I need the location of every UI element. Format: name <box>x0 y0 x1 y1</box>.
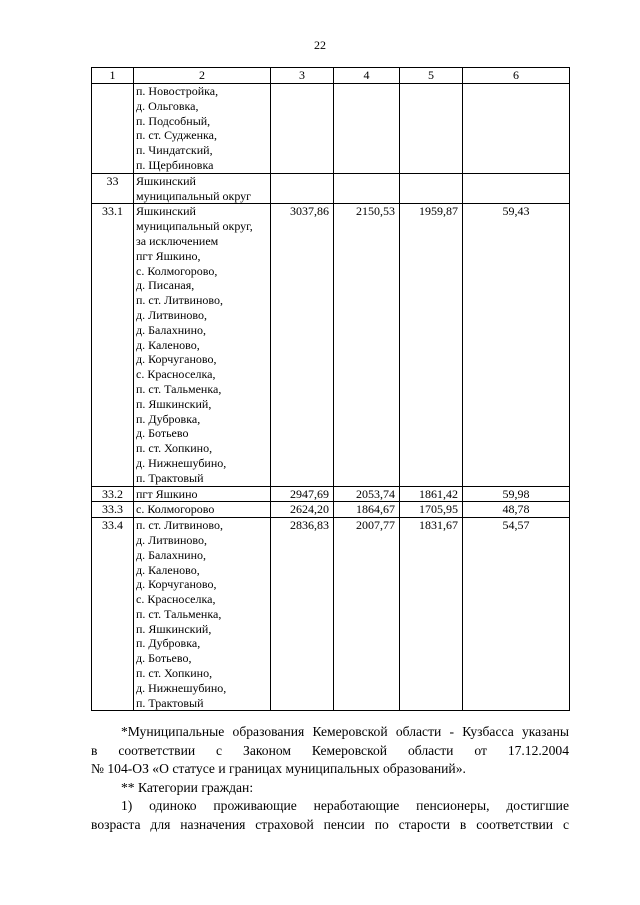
row-number: 33.4 <box>92 518 134 711</box>
table-row <box>92 518 570 711</box>
locality-name: п. Дубровка, <box>136 411 201 426</box>
locality-name: п. Трактовый <box>136 695 204 710</box>
value-col5: 1861,42 <box>400 486 463 502</box>
locality-name: п. Дубровка, <box>136 636 201 651</box>
locality-cell <box>134 84 271 174</box>
locality-name: д. Каленово, <box>136 562 200 577</box>
locality-name: д. Писаная, <box>136 278 195 293</box>
value-col3: 3037,86 <box>271 204 334 486</box>
locality-name: д. Корчуганово, <box>136 352 217 367</box>
locality-name: д. Литвиново, <box>136 532 208 547</box>
value-col6: 59,98 <box>463 486 570 502</box>
value-col6: 48,78 <box>463 502 570 518</box>
category-item-1-line2: возраста для назначения страховой пенсии по старости в соответствии с <box>91 816 569 832</box>
locality-cell <box>134 486 271 502</box>
footnote-municipal-line2: в соответствии с Законом Кемеровской области от 17.12.2004 <box>91 742 569 758</box>
value-col6: 54,57 <box>463 518 570 711</box>
header-cell: 5 <box>400 68 463 84</box>
value-col3 <box>271 84 334 174</box>
locality-name: д. Литвиново, <box>136 307 208 322</box>
table-row <box>92 204 570 486</box>
locality-name: д. Ботьево <box>136 426 189 441</box>
table-row <box>92 502 570 518</box>
locality-name: пгт Яшкино, <box>136 248 201 263</box>
locality-name: д. Балахнино, <box>136 322 207 337</box>
locality-name: п. ст. Судженка, <box>136 128 217 143</box>
locality-name: д. Нижнешубино, <box>136 680 227 695</box>
value-col6 <box>463 173 570 204</box>
data-table <box>91 67 570 711</box>
locality-name: с. Колмогорово <box>136 502 215 517</box>
locality-name: за исключением <box>136 233 219 248</box>
header-cell: 3 <box>271 68 334 84</box>
locality-name: д. Ботьево, <box>136 651 192 666</box>
locality-name: п. Новостройка, <box>136 84 219 98</box>
value-col3: 2836,83 <box>271 518 334 711</box>
value-col3 <box>271 173 334 204</box>
footnote-municipal-line3: № 104-ОЗ «О статусе и границах муниципальных образований». <box>91 761 466 777</box>
table-row <box>92 84 570 174</box>
row-number: 33 <box>92 173 134 204</box>
locality-name: п. ст. Хопкино, <box>136 441 213 456</box>
row-number: 33.3 <box>92 502 134 518</box>
table-row <box>92 486 570 502</box>
locality-cell <box>134 502 271 518</box>
locality-name: д. Корчуганово, <box>136 577 217 592</box>
locality-name: п. Яшкинский, <box>136 621 212 636</box>
locality-name: д. Нижнешубино, <box>136 455 227 470</box>
header-cell: 1 <box>92 68 134 84</box>
value-col5: 1959,87 <box>400 204 463 486</box>
locality-name: д. Ольговка, <box>136 98 199 113</box>
value-col5: 1831,67 <box>400 518 463 711</box>
value-col6 <box>463 84 570 174</box>
locality-name: муниципальный округ <box>136 188 252 203</box>
table-row <box>92 173 570 204</box>
locality-name: п. Щербиновка <box>136 157 214 172</box>
locality-name: с. Красноселка, <box>136 367 216 382</box>
locality-name: п. ст. Литвиново, <box>136 293 223 308</box>
page-number: 22 <box>314 38 326 52</box>
locality-name: муниципальный округ, <box>136 219 253 234</box>
header-cell: 2 <box>134 68 271 84</box>
value-col4: 2007,77 <box>334 518 400 711</box>
header-cell: 6 <box>463 68 570 84</box>
locality-name: д. Балахнино, <box>136 547 207 562</box>
locality-name: п. Подсобный, <box>136 113 211 128</box>
locality-name: п. Чиндатский, <box>136 143 213 158</box>
locality-name: д. Каленово, <box>136 337 200 352</box>
locality-name: с. Колмогорово, <box>136 263 218 278</box>
value-col5 <box>400 173 463 204</box>
row-number: 33.2 <box>92 486 134 502</box>
table-header-row <box>92 68 570 84</box>
value-col6: 59,43 <box>463 204 570 486</box>
locality-name: Яшкинский <box>136 173 196 188</box>
header-cell: 4 <box>334 68 400 84</box>
value-col3: 2947,69 <box>271 486 334 502</box>
locality-name: п. ст. Тальменка, <box>136 606 222 621</box>
locality-name: п. Яшкинский, <box>136 396 212 411</box>
value-col4 <box>334 84 400 174</box>
notes-section <box>91 723 569 835</box>
value-col4: 2150,53 <box>334 204 400 486</box>
locality-name: с. Красноселка, <box>136 592 216 607</box>
row-number: 33.1 <box>92 204 134 486</box>
locality-name: Яшкинский <box>136 204 196 219</box>
value-col3: 2624,20 <box>271 502 334 518</box>
value-col4 <box>334 173 400 204</box>
value-col5 <box>400 84 463 174</box>
value-col4: 1864,67 <box>334 502 400 518</box>
footnote-categories: ** Категории граждан: <box>121 779 254 795</box>
locality-name: пгт Яшкино <box>136 486 198 501</box>
footnote-municipal-line1: *Муниципальные образования Кемеровской области - Кузбасса указаны <box>121 724 569 739</box>
locality-name: п. ст. Тальменка, <box>136 381 222 396</box>
locality-cell <box>134 518 271 711</box>
locality-cell <box>134 204 271 486</box>
locality-name: п. Трактовый <box>136 470 204 485</box>
value-col4: 2053,74 <box>334 486 400 502</box>
category-item-1-line1: 1) одиноко проживающие неработающие пенсионеры, достигшие <box>121 798 569 814</box>
row-number <box>92 84 134 174</box>
value-col5: 1705,95 <box>400 502 463 518</box>
locality-cell <box>134 173 271 204</box>
locality-name: п. ст. Литвиново, <box>136 518 223 533</box>
locality-name: п. ст. Хопкино, <box>136 666 213 681</box>
